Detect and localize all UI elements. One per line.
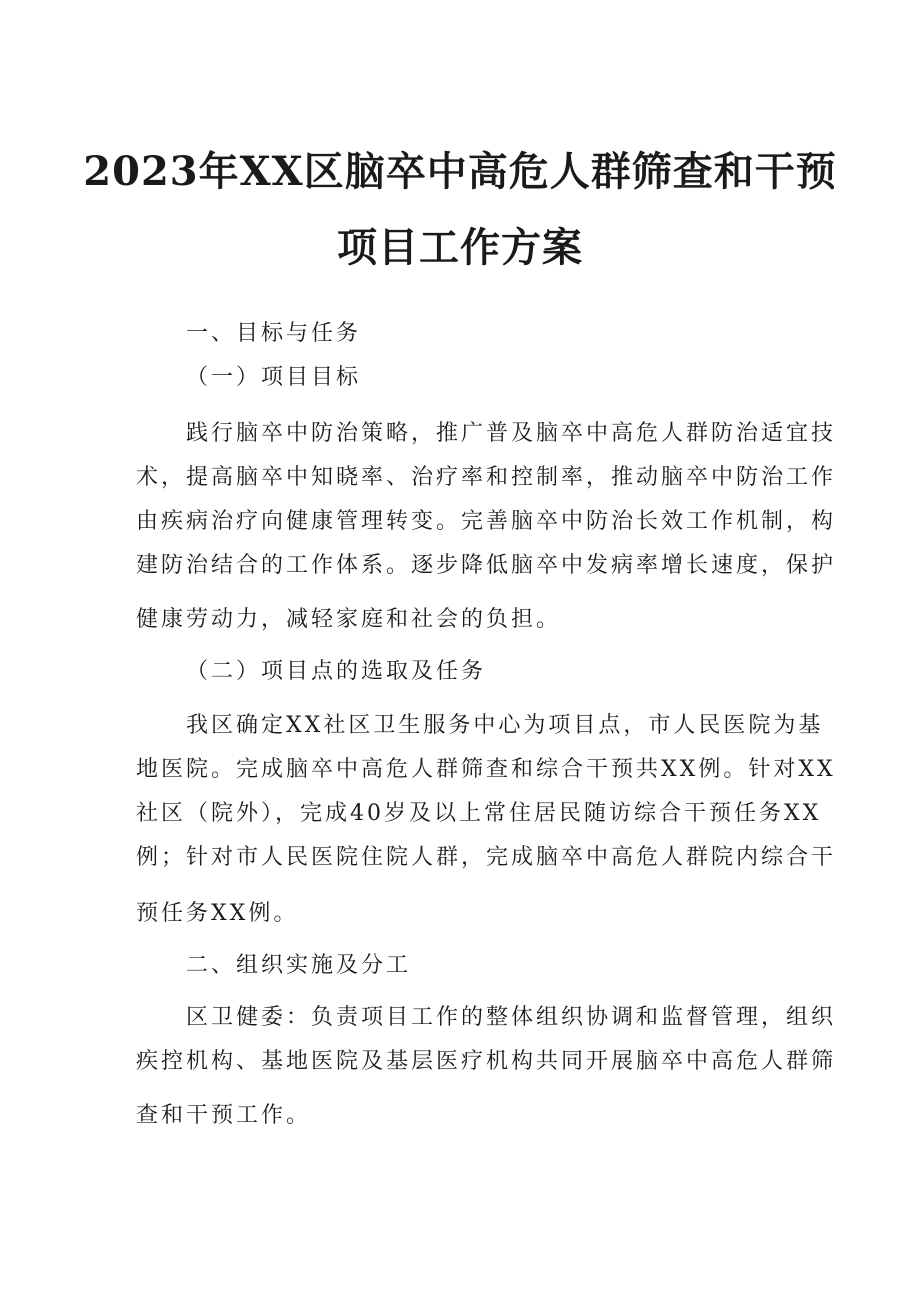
paragraph-line: 地医院。完成脑卒中高危人群筛查和综合干预共XX例。针对XX <box>136 757 836 782</box>
paragraph-line: 预任务XX例。 <box>136 901 299 926</box>
document-title-line-1: 2023年XX区脑卒中高危人群筛查和干预 <box>83 148 837 195</box>
paragraph-line: 建防治结合的工作体系。逐步降低脑卒中发病率增长速度，保护 <box>136 553 837 578</box>
paragraph-line: 区卫健委：负责项目工作的整体组织协调和监督管理，组织 <box>186 1005 837 1030</box>
document-title-line-2: 项目工作方案 <box>337 224 583 271</box>
section-heading-1: 一、目标与任务 <box>186 321 362 346</box>
paragraph-line: 查和干预工作。 <box>136 1103 312 1128</box>
section-heading-2: 二、组织实施及分工 <box>186 953 412 978</box>
subsection-heading-1-2: （二）项目点的选取及任务 <box>186 659 487 684</box>
paragraph-line: 践行脑卒中防治策略，推广普及脑卒中高危人群防治适宜技 <box>186 421 837 446</box>
paragraph-line: 例；针对市人民医院住院人群，完成脑卒中高危人群院内综合干 <box>136 845 837 870</box>
paragraph-line: 我区确定XX社区卫生服务中心为项目点，市人民医院为基 <box>186 713 824 738</box>
paragraph-line: 由疾病治疗向健康管理转变。完善脑卒中防治长效工作机制，构 <box>136 509 837 534</box>
paragraph-line: 术，提高脑卒中知晓率、治疗率和控制率，推动脑卒中防治工作 <box>136 465 837 490</box>
paragraph-line: 健康劳动力，减轻家庭和社会的负担。 <box>136 607 562 632</box>
paragraph-line: 疾控机构、基地医院及基层医疗机构共同开展脑卒中高危人群筛 <box>136 1049 837 1074</box>
subsection-heading-1-1: （一）项目目标 <box>186 365 362 390</box>
paragraph-line: 社区（院外），完成40岁及以上常住居民随访综合干预任务XX <box>136 801 822 826</box>
